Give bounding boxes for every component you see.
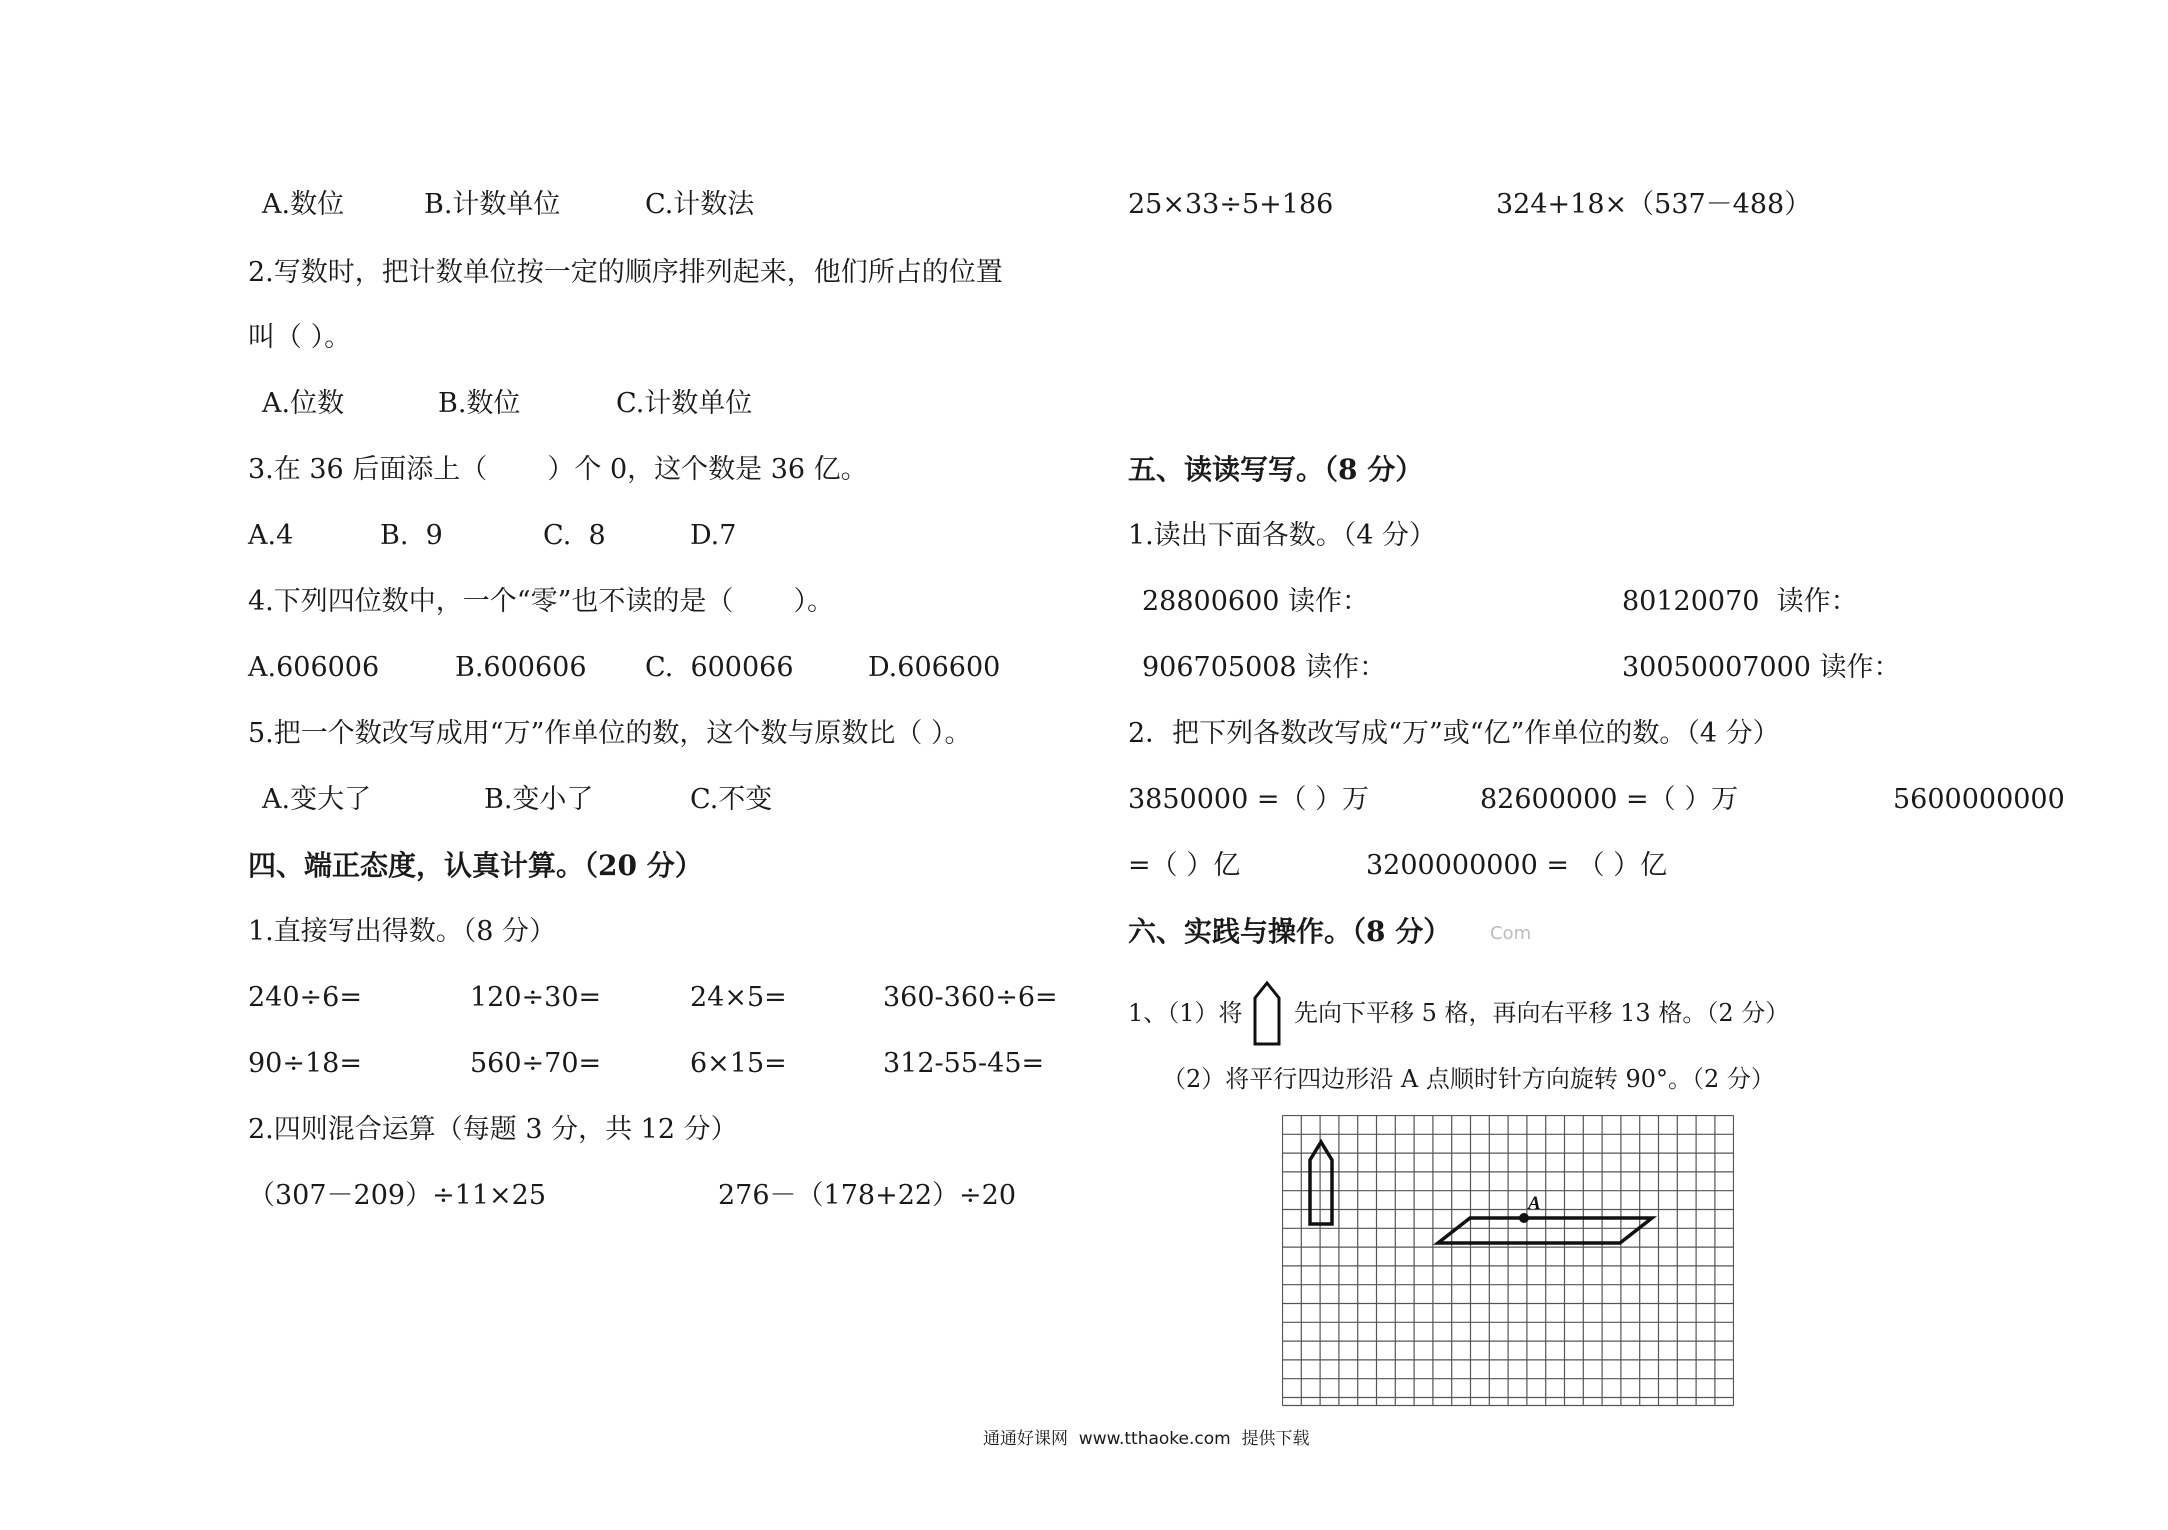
read-number-1: 28800600 读作：: [1142, 586, 1370, 617]
mixed-expr-4: 324+18×（537－488）: [1496, 189, 1812, 220]
rewrite-3-number: 5600000000: [1893, 784, 2065, 815]
mixed-expr-1: （307－209）÷11×25: [248, 1180, 547, 1211]
section5-title: 五、读读写写。（8 分）: [1128, 453, 1424, 486]
q4-option-c: C. 600066: [645, 652, 794, 683]
q4-option-a: A.606006: [248, 652, 380, 683]
calc-1-1: 240÷6=: [248, 982, 362, 1013]
calc-2-3: 6×15=: [690, 1048, 787, 1079]
s5-q1-text: 1.读出下面各数。（4 分）: [1128, 520, 1437, 551]
q3-option-d: D.7: [690, 520, 737, 551]
calc-2-2: 560÷70=: [470, 1048, 602, 1079]
q1-option-b: B.计数单位: [424, 189, 561, 220]
q3-option-c: C. 8: [543, 520, 606, 551]
read-number-2: 80120070 读作：: [1622, 586, 1858, 617]
q2-option-c: C.计数单位: [616, 388, 753, 419]
s4-q1-text: 1.直接写出得数。（8 分）: [248, 916, 557, 947]
footer-credit: 通通好课网 www.tthaoke.com 提供下载: [983, 1429, 1310, 1449]
s6-q1-suffix: 先向下平移 5 格，再向右平移 13 格。（2 分）: [1294, 999, 1790, 1027]
faint-watermark: Com: [1490, 923, 1532, 944]
mixed-expr-3: 25×33÷5+186: [1128, 189, 1334, 220]
tower-shape-icon: [1252, 980, 1282, 1046]
s6-q1-prefix: 1、（1）将: [1128, 999, 1243, 1027]
q4-option-b: B.600606: [455, 652, 587, 683]
s5-q2-text: 2．把下列各数改写成“万”或“亿”作单位的数。（4 分）: [1128, 718, 1780, 749]
calc-1-4: 360-360÷6=: [883, 982, 1058, 1013]
rewrite-3-answer: =（ ）亿: [1128, 850, 1241, 881]
q5-option-b: B.变小了: [484, 784, 594, 815]
rewrite-2: 82600000 =（ ）万: [1480, 784, 1739, 815]
q3-option-a: A.4: [248, 520, 294, 551]
grid-figure: [1282, 1115, 1734, 1407]
calc-2-4: 312-55-45=: [883, 1048, 1045, 1079]
q5-option-a: A.变大了: [262, 784, 372, 815]
calc-2-1: 90÷18=: [248, 1048, 362, 1079]
small-tower-shape: [1310, 1142, 1332, 1224]
point-a-label: A: [1528, 1193, 1541, 1214]
q5-text: 5.把一个数改写成用“万”作单位的数，这个数与原数比（ ）。: [248, 718, 972, 749]
section4-title: 四、端正态度，认真计算。（20 分）: [248, 849, 703, 882]
section6-title: 六、实践与操作。（8 分）: [1128, 915, 1452, 948]
mixed-expr-2: 276－（178+22）÷20: [718, 1180, 1017, 1211]
q2-line2: 叫（ ）。: [248, 322, 352, 353]
q3-text: 3.在 36 后面添上（ ）个 0，这个数是 36 亿。: [248, 454, 868, 485]
rewrite-4: 3200000000 = （ ）亿: [1366, 850, 1668, 881]
q3-option-b: B. 9: [380, 520, 443, 551]
q1-option-a: A.数位: [262, 189, 345, 220]
s4-q2-text: 2.四则混合运算（每题 3 分，共 12 分）: [248, 1114, 738, 1145]
q2-option-b: B.数位: [438, 388, 521, 419]
q1-option-c: C.计数法: [645, 189, 755, 220]
q2-option-a: A.位数: [262, 388, 345, 419]
rewrite-1: 3850000 =（ ）万: [1128, 784, 1370, 815]
calc-1-3: 24×5=: [690, 982, 787, 1013]
q5-option-c: C.不变: [690, 784, 773, 815]
read-number-4: 30050007000 读作：: [1622, 652, 1901, 683]
point-a-marker: [1519, 1213, 1529, 1223]
q4-option-d: D.606600: [868, 652, 1001, 683]
grid-lines: [1283, 1116, 1734, 1406]
s6-q2-text: （2）将平行四边形沿 A 点顺时针方向旋转 90°。（2 分）: [1162, 1065, 1775, 1093]
q2-line1: 2.写数时，把计数单位按一定的顺序排列起来，他们所占的位置: [248, 257, 1003, 288]
q4-text: 4.下列四位数中，一个“零”也不读的是（ ）。: [248, 586, 834, 617]
read-number-3: 906705008 读作：: [1142, 652, 1387, 683]
calc-1-2: 120÷30=: [470, 982, 602, 1013]
